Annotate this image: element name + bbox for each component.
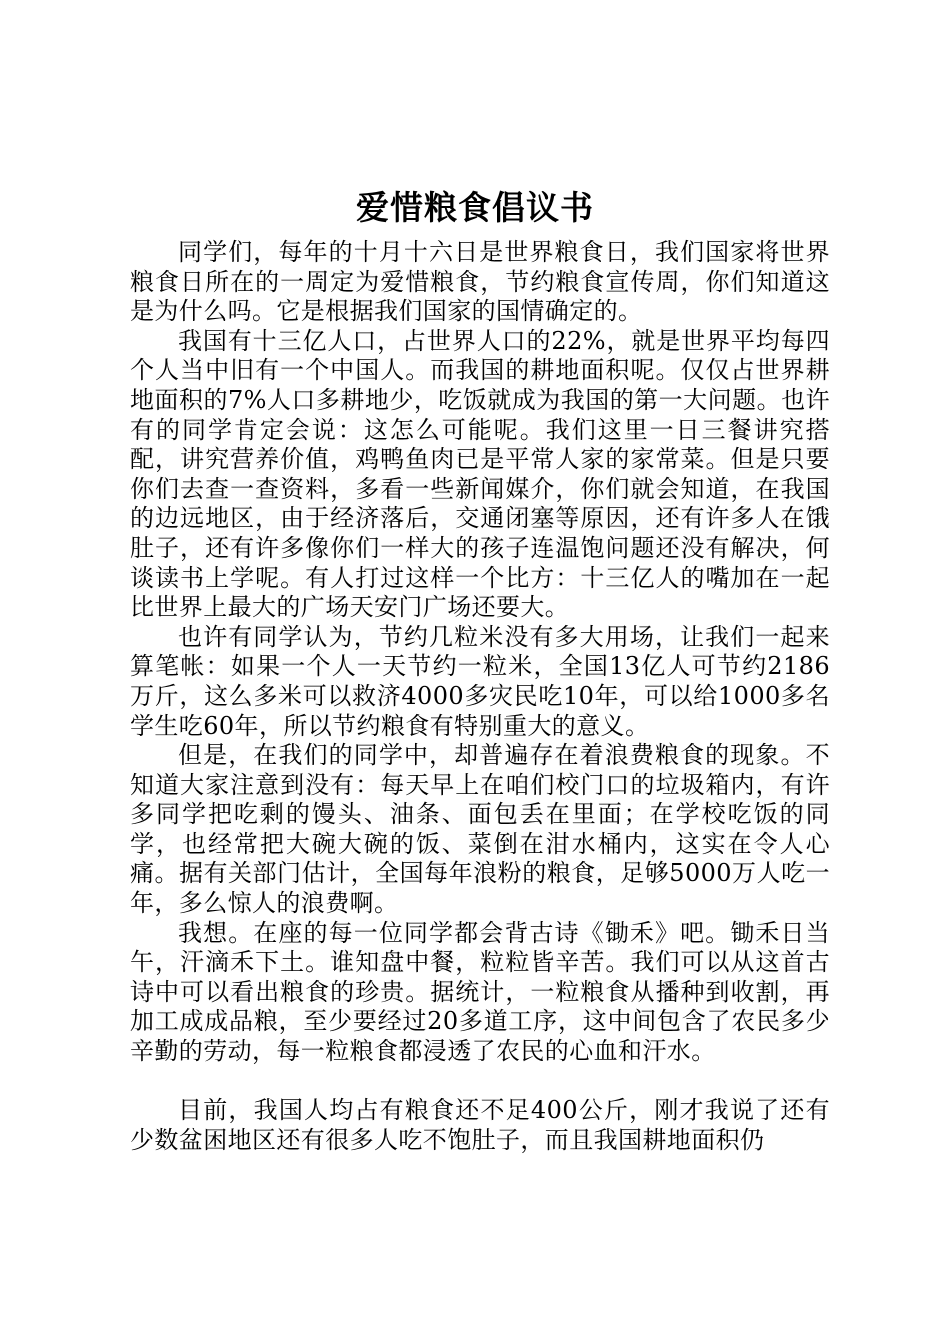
paragraph-poem: 我想。在座的每一位同学都会背古诗《锄禾》吧。锄禾日当午，汗滴禾下土。谁知盘中餐，粒粒皆辛苦。我们可以从这首古诗中可以看出粮食的珍贵。据统计，一粒粮食从播种到收割，再加工成成品粮，至少要经过20多道工序，这中间包含了农民多少辛勤的劳动，每一粒粮食都浸透了农民的心血和汗水。 [130, 918, 830, 1066]
document-title: 爱惜粮食倡议书 [356, 188, 594, 227]
paragraph-calculation: 也许有同学认为，节约几粒米没有多大用场，让我们一起来算笔帐：如果一个人一天节约一粒米，全国13亿人可节约2186万斤，这么多米可以救济4000多灾民吃10年，可以给1000多名学生吃60年，所以节约粮食有特别重大的意义。 [130, 622, 830, 740]
paragraph-intro: 同学们，每年的十月十六日是世界粮食日，我们国家将世界粮食日所在的一周定为爱惜粮食，节约粮食宣传周，你们知道这是为什么吗。它是根据我们国家的国情确定的。 [130, 238, 830, 326]
paragraph-population: 我国有十三亿人口，占世界人口的22%，就是世界平均每四个人当中旧有一个中国人。而我国的耕地面积呢。仅仅占世界耕地面积的7%人口多耕地少，吃饭就成为我国的第一大问题。也许有的同学肯定会说：这怎么可能呢。我们这里一日三餐讲究搭配，讲究营养价值，鸡鸭鱼肉已是平常人家的家常菜。但是只要你们去查一查资料，多看一些新闻媒介，你们就会知道，在我国的边远地区，由于经济落后，交通闭塞等原因，还有许多人在饿肚子，还有许多像你们一样大的孩子连温饱问题还没有解决，何谈读书上学呢。有人打过这样一个比方：十三亿人的嘴加在一起比世界上最大的广场天安门广场还要大。 [130, 326, 830, 622]
paragraph-waste: 但是，在我们的同学中，却普遍存在着浪费粮食的现象。不知道大家注意到没有：每天早上在咱们校门口的垃圾箱内，有许多同学把吃剩的馒头、油条、面包丢在里面；在学校吃饭的同学，也经常把大碗大碗的饭、菜倒在泔水桶内，这实在令人心痛。据有关部门估计，全国每年浪粉的粮食，足够5000万人吃一年，多么惊人的浪费啊。 [130, 741, 830, 918]
paragraph-current: 目前，我国人均占有粮食还不足400公斤，刚才我说了还有少数盆困地区还有很多人吃不饱肚子，而且我国耕地面积仍 [130, 1096, 830, 1154]
document-body [130, 238, 830, 1155]
